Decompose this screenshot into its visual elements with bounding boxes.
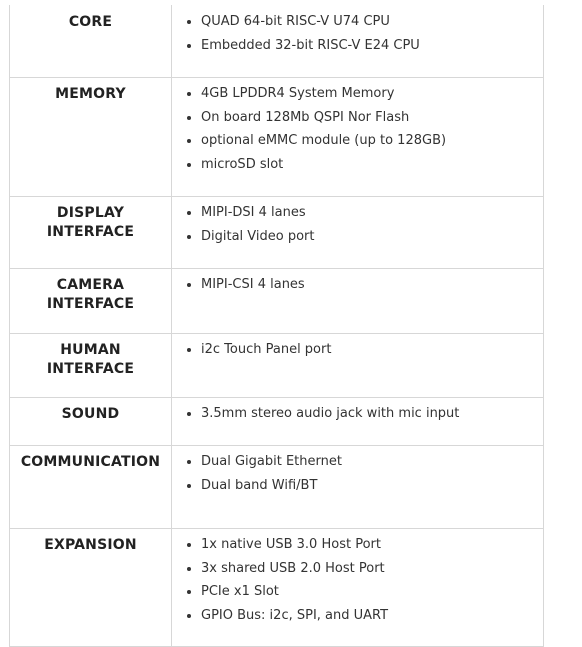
list-item — [185, 584, 543, 600]
list-item-text: GPIO Bus: i2c, SPI, and UART — [201, 607, 389, 623]
list-item — [185, 537, 543, 553]
list-item-text: Dual Gigabit Ethernet — [201, 454, 342, 469]
bullet-icon — [187, 567, 191, 571]
bullet-icon — [187, 211, 191, 215]
row-items-cell — [172, 6, 544, 78]
table-row — [10, 6, 544, 78]
list-item-text: MIPI-DSI 4 lanes — [201, 205, 306, 220]
bullet-list — [172, 406, 543, 422]
list-item — [185, 342, 543, 358]
list-item — [185, 14, 543, 30]
list-item — [185, 205, 543, 221]
row-label: CORE — [68, 14, 113, 30]
row-label: CAMERA INTERFACE — [46, 277, 135, 312]
bullet-list — [172, 14, 543, 54]
table-row — [10, 269, 544, 334]
row-items-cell — [172, 446, 544, 529]
table-row — [10, 197, 544, 269]
list-item — [185, 229, 543, 245]
row-items-cell — [172, 78, 544, 197]
row-items-cell — [172, 197, 544, 269]
list-item-text: i2c Touch Panel port — [201, 342, 332, 357]
row-label: SOUND — [61, 406, 120, 422]
list-item — [185, 608, 543, 624]
list-item-text: Embedded 32-bit RISC-V E24 CPU — [201, 37, 420, 53]
bullet-icon — [187, 412, 191, 416]
bullet-list — [172, 342, 543, 358]
table-row — [10, 334, 544, 398]
list-item-text: PCIe x1 Slot — [201, 584, 279, 600]
row-items-cell — [172, 529, 544, 647]
list-item — [185, 478, 543, 494]
row-label-cell — [10, 446, 172, 529]
row-label-cell — [10, 529, 172, 647]
list-item — [185, 277, 543, 293]
table-row — [10, 529, 544, 647]
row-label: EXPANSION — [44, 537, 137, 553]
row-label-cell — [10, 197, 172, 269]
bullet-icon — [187, 348, 191, 352]
row-items-cell — [172, 398, 544, 446]
bullet-icon — [187, 614, 191, 618]
bullet-list — [172, 205, 543, 245]
list-item — [185, 561, 543, 577]
bullet-icon — [187, 163, 191, 167]
list-item-text: 3.5mm stereo audio jack with mic input — [201, 406, 460, 421]
list-item-text: microSD slot — [201, 156, 284, 172]
bullet-icon — [187, 543, 191, 547]
bullet-icon — [187, 283, 191, 287]
list-item — [185, 38, 543, 54]
bullet-list — [172, 86, 543, 173]
list-item-text: 3x shared USB 2.0 Host Port — [201, 560, 385, 576]
bullet-icon — [187, 590, 191, 594]
bullet-icon — [187, 92, 191, 96]
bullet-list — [172, 537, 543, 624]
bullet-list — [172, 454, 543, 494]
list-item — [185, 454, 543, 470]
bullet-icon — [187, 44, 191, 48]
row-items-cell — [172, 334, 544, 398]
bullet-icon — [187, 460, 191, 464]
bullet-list — [172, 277, 543, 293]
row-items-cell — [172, 269, 544, 334]
row-label-cell — [10, 6, 172, 78]
list-item — [185, 133, 543, 149]
row-label: DISPLAY INTERFACE — [46, 205, 135, 240]
row-label-cell — [10, 334, 172, 398]
list-item-text: 4GB LPDDR4 System Memory — [201, 86, 395, 101]
row-label-cell — [10, 78, 172, 197]
bullet-icon — [187, 484, 191, 488]
row-label: MEMORY — [55, 86, 126, 102]
table-row — [10, 398, 544, 446]
table-row — [10, 78, 544, 197]
bullet-icon — [187, 116, 191, 120]
list-item — [185, 110, 543, 126]
spec-table-body — [10, 6, 544, 647]
table-row — [10, 446, 544, 529]
row-label-cell — [10, 269, 172, 334]
list-item-text: On board 128Mb QSPI Nor Flash — [201, 109, 410, 125]
bullet-icon — [187, 235, 191, 239]
list-item-text: Digital Video port — [201, 228, 315, 244]
row-label: COMMUNICATION — [20, 454, 161, 470]
list-item-text: MIPI-CSI 4 lanes — [201, 277, 305, 292]
list-item-text: optional eMMC module (up to 128GB) — [201, 133, 447, 149]
row-label-cell — [10, 398, 172, 446]
list-item — [185, 406, 543, 422]
row-label: HUMAN INTERFACE — [46, 342, 135, 377]
list-item-text: Dual band Wifi/BT — [201, 477, 318, 493]
list-item-text: QUAD 64-bit RISC-V U74 CPU — [201, 14, 390, 29]
list-item — [185, 157, 543, 173]
bullet-icon — [187, 139, 191, 143]
list-item-text: 1x native USB 3.0 Host Port — [201, 537, 381, 552]
spec-table — [9, 5, 544, 647]
bullet-icon — [187, 20, 191, 24]
list-item — [185, 86, 543, 102]
